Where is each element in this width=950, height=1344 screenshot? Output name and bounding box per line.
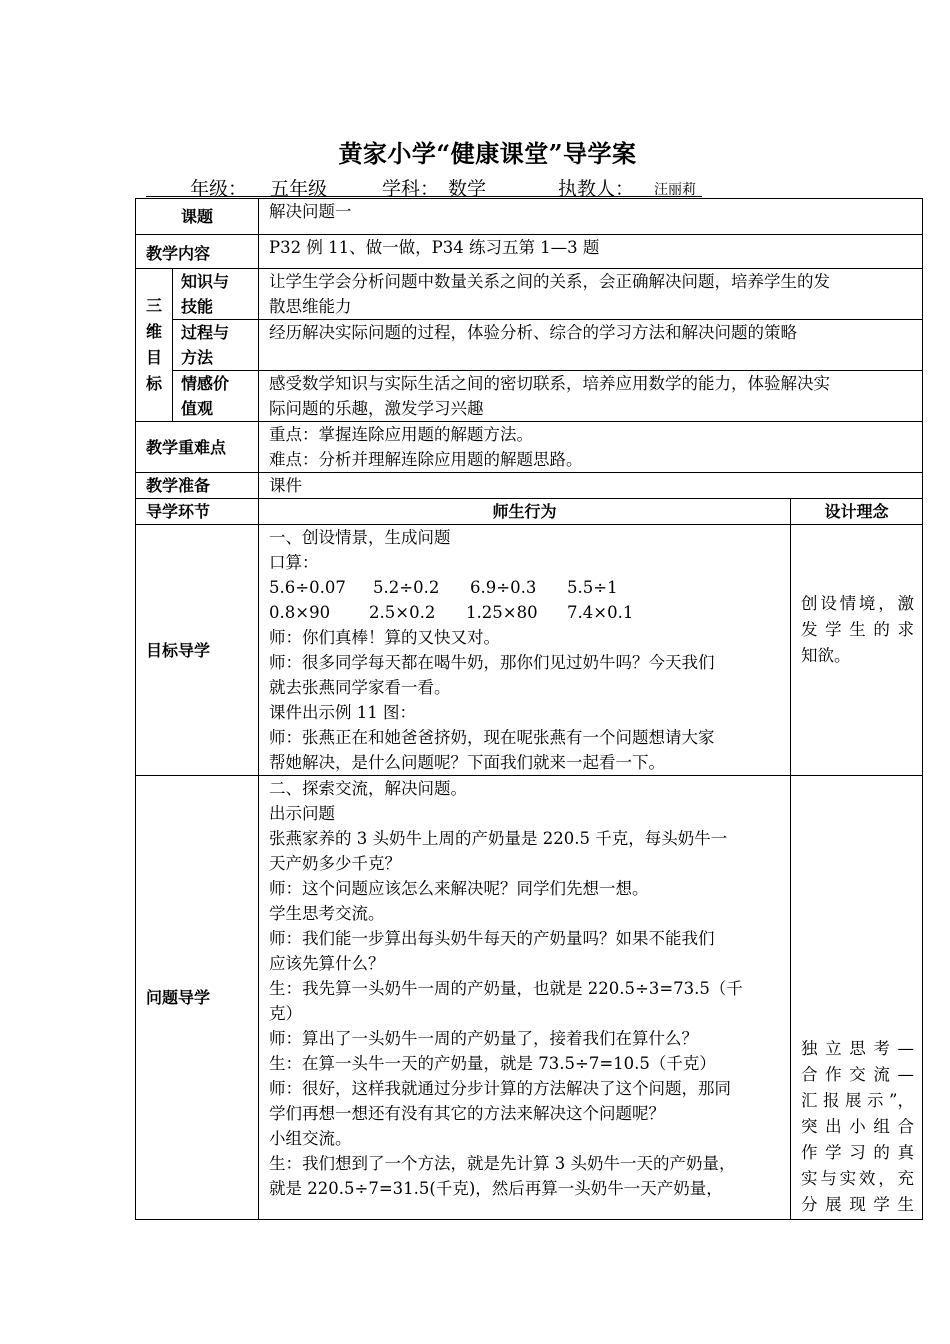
content-label: 教学内容 — [136, 235, 259, 269]
activity-column-header: 师生行为 — [259, 499, 791, 525]
stage-row-goal — [136, 525, 923, 776]
knowledge-row — [136, 269, 923, 320]
process-label: 过程与 方法 — [173, 320, 259, 371]
emotion-row — [136, 371, 923, 422]
goals-label: 三 维 目 标 — [136, 269, 173, 422]
stage-row-problem — [136, 776, 923, 1220]
grade-label: 年级： — [190, 178, 248, 200]
grade-value: 五年级 — [270, 178, 328, 200]
info-line — [150, 174, 710, 198]
lesson-plan-table — [135, 198, 923, 1220]
prep-value: 课件 — [259, 473, 923, 499]
content-value: P32 例 11、做一做，P34 练习五第 1—3 题 — [259, 235, 923, 269]
subject-label: 学科： — [382, 178, 440, 200]
prep-label: 教学准备 — [136, 473, 259, 499]
stage-design: 独 立 思 考 — 合 作 交 流 — 汇 报 展 示 ”， 突 出 小 组 合 作 学 习 的 真 实与实效，充 分 展 现 学 生 — [791, 776, 923, 1220]
knowledge-label: 知识与 技能 — [173, 269, 259, 320]
keypoints-label: 教学重难点 — [136, 422, 259, 473]
topic-label: 课题 — [136, 199, 259, 235]
columns-header-row — [136, 499, 923, 525]
keypoints-row — [136, 422, 923, 473]
teacher-value: 汪丽莉 — [654, 182, 696, 198]
process-row — [136, 320, 923, 371]
content-row — [136, 235, 923, 269]
teacher-label: 执教人： — [558, 178, 635, 200]
page-title: 黄家小学“健康课堂”导学案 — [338, 139, 637, 168]
subject-value: 数学 — [448, 178, 487, 200]
process-value: 经历解决实际问题的过程，体验分析、综合的学习方法和解决问题的策略 — [259, 320, 923, 371]
keypoints-value: 重点：掌握连除应用题的解题方法。 难点：分析并理解连除应用题的解题思路。 — [259, 422, 923, 473]
calc-row-1: 5.6÷0.07 5.2÷0.2 6.9÷0.3 5.5÷1 — [269, 578, 618, 597]
knowledge-value: 让学生学会分析问题中数量关系之间的关系，会正确解决问题，培养学生的发 散思维能力 — [259, 269, 923, 320]
design-column-header: 设计理念 — [791, 499, 923, 525]
topic-value: 解决问题一 — [259, 199, 923, 235]
stage-activity: 二、探索交流，解决问题。 出示问题 张燕家养的 3 头奶牛上周的产奶量是 220.5 千克，每头奶牛一 天产奶多少千克？ 师：这个问题应该怎么来解决呢？同学们先想一想。 学生思考交流。 师：我们能一步算出每头奶牛每天的产奶量吗？如果不能我们 应该先算什么？ 生：我先算一头奶牛一周的产奶量，也就是 220.5÷3=73.5（千 克） 师：算出了一头奶牛一周的产奶量了，接着我们在算什么？ 生：在算一头牛一天的产奶量，就是 73.5÷7=10.5（千克） 师：很好，这样我就通过分步计算的方法解决了这个问题，那同 学们再想一想还有没有其它的方法来解决这个问题呢？ 小组交流。 生：我们想到了一个方法，就是先计算 3 头奶牛一天的产奶量， 就是 220.5÷7=31.5(千克)，然后再算一头奶牛一天产奶量， — [259, 776, 791, 1220]
stage-label: 目标导学 — [136, 525, 259, 776]
emotion-label: 情感价 值观 — [173, 371, 259, 422]
stage-label: 问题导学 — [136, 776, 259, 1220]
topic-row — [136, 199, 923, 235]
calc-row-2: 0.8×90 2.5×0.2 1.25×80 7.4×0.1 — [269, 603, 634, 622]
prep-row — [136, 473, 923, 499]
stage-design: 创设情境，激 发 学 生 的 求 知欲。 — [791, 525, 923, 776]
stage-column-header: 导学环节 — [136, 499, 259, 525]
emotion-value: 感受数学知识与实际生活之间的密切联系，培养应用数学的能力，体验解决实 际问题的乐趣，激发学习兴趣 — [259, 371, 923, 422]
info-underline — [146, 196, 702, 197]
stage-activity: 一、创设情景，生成问题 口算： 5.6÷0.07 5.2÷0.2 6.9÷0.3 5.5÷1 0.8×90 2.5×0.2 1.25×80 7.4×0.1 师：你们真棒！算的又快又对。 师：很多同学每天都在喝牛奶，那你们见过奶牛吗？今天我们 就去张燕同学家看一看。 课件出示例 11 图： 师：张燕正在和她爸爸挤奶，现在呢张燕有一个问题想请大家 帮她解决，是什么问题呢？下面我们就来一起看一下。 — [259, 525, 791, 776]
